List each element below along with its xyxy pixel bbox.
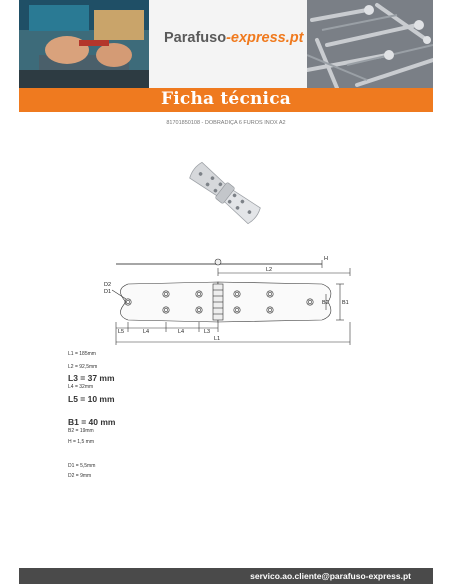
spec-h: H = 1,5 mm — [68, 439, 94, 445]
spec-d1: D1 = 5,5mm — [68, 463, 96, 469]
header-banner — [19, 0, 433, 88]
label-b2: B2 — [322, 300, 329, 306]
label-b1: B1 — [342, 300, 349, 306]
spec-l5: L5 = 10 mm — [68, 394, 115, 404]
spec-b2: B2 = 19mm — [68, 428, 94, 434]
label-d1: D1 — [104, 289, 112, 295]
hinge-product-image — [180, 143, 270, 243]
label-l3: L3 — [204, 329, 211, 335]
label-l2: L2 — [266, 267, 273, 273]
label-d2: D2 — [104, 282, 112, 288]
contact-email[interactable]: servico.ao.cliente@parafuso-express.pt — [250, 571, 411, 581]
label-l4-second: L4 — [178, 329, 185, 335]
title-bar — [19, 88, 433, 112]
page-title: Ficha técnica — [161, 89, 291, 109]
spec-b1: B1 = 40 mm — [68, 417, 116, 427]
label-h: H — [324, 256, 328, 262]
label-l5: L5 — [118, 329, 125, 335]
spec-d2: D2 = 9mm — [68, 473, 92, 479]
spec-l4: L4 = 32mm — [68, 384, 94, 390]
label-l1: L1 — [214, 336, 221, 342]
workshop-photo — [19, 0, 149, 88]
spec-l3: L3 = 37 mm — [68, 373, 115, 383]
label-l4-first: L4 — [143, 329, 150, 335]
spec-l2: L2 = 92,5mm — [68, 364, 98, 370]
screws-photo — [307, 0, 433, 88]
spec-l1: L1 = 185mm — [68, 351, 96, 357]
hinge-technical-drawing — [100, 252, 360, 352]
footer-bar — [19, 568, 433, 584]
brand-logo: Parafuso-express.pt — [164, 30, 304, 46]
product-reference: 81701850108 - DOBRADIÇA 6 FUROS INOX A2 — [166, 120, 286, 126]
